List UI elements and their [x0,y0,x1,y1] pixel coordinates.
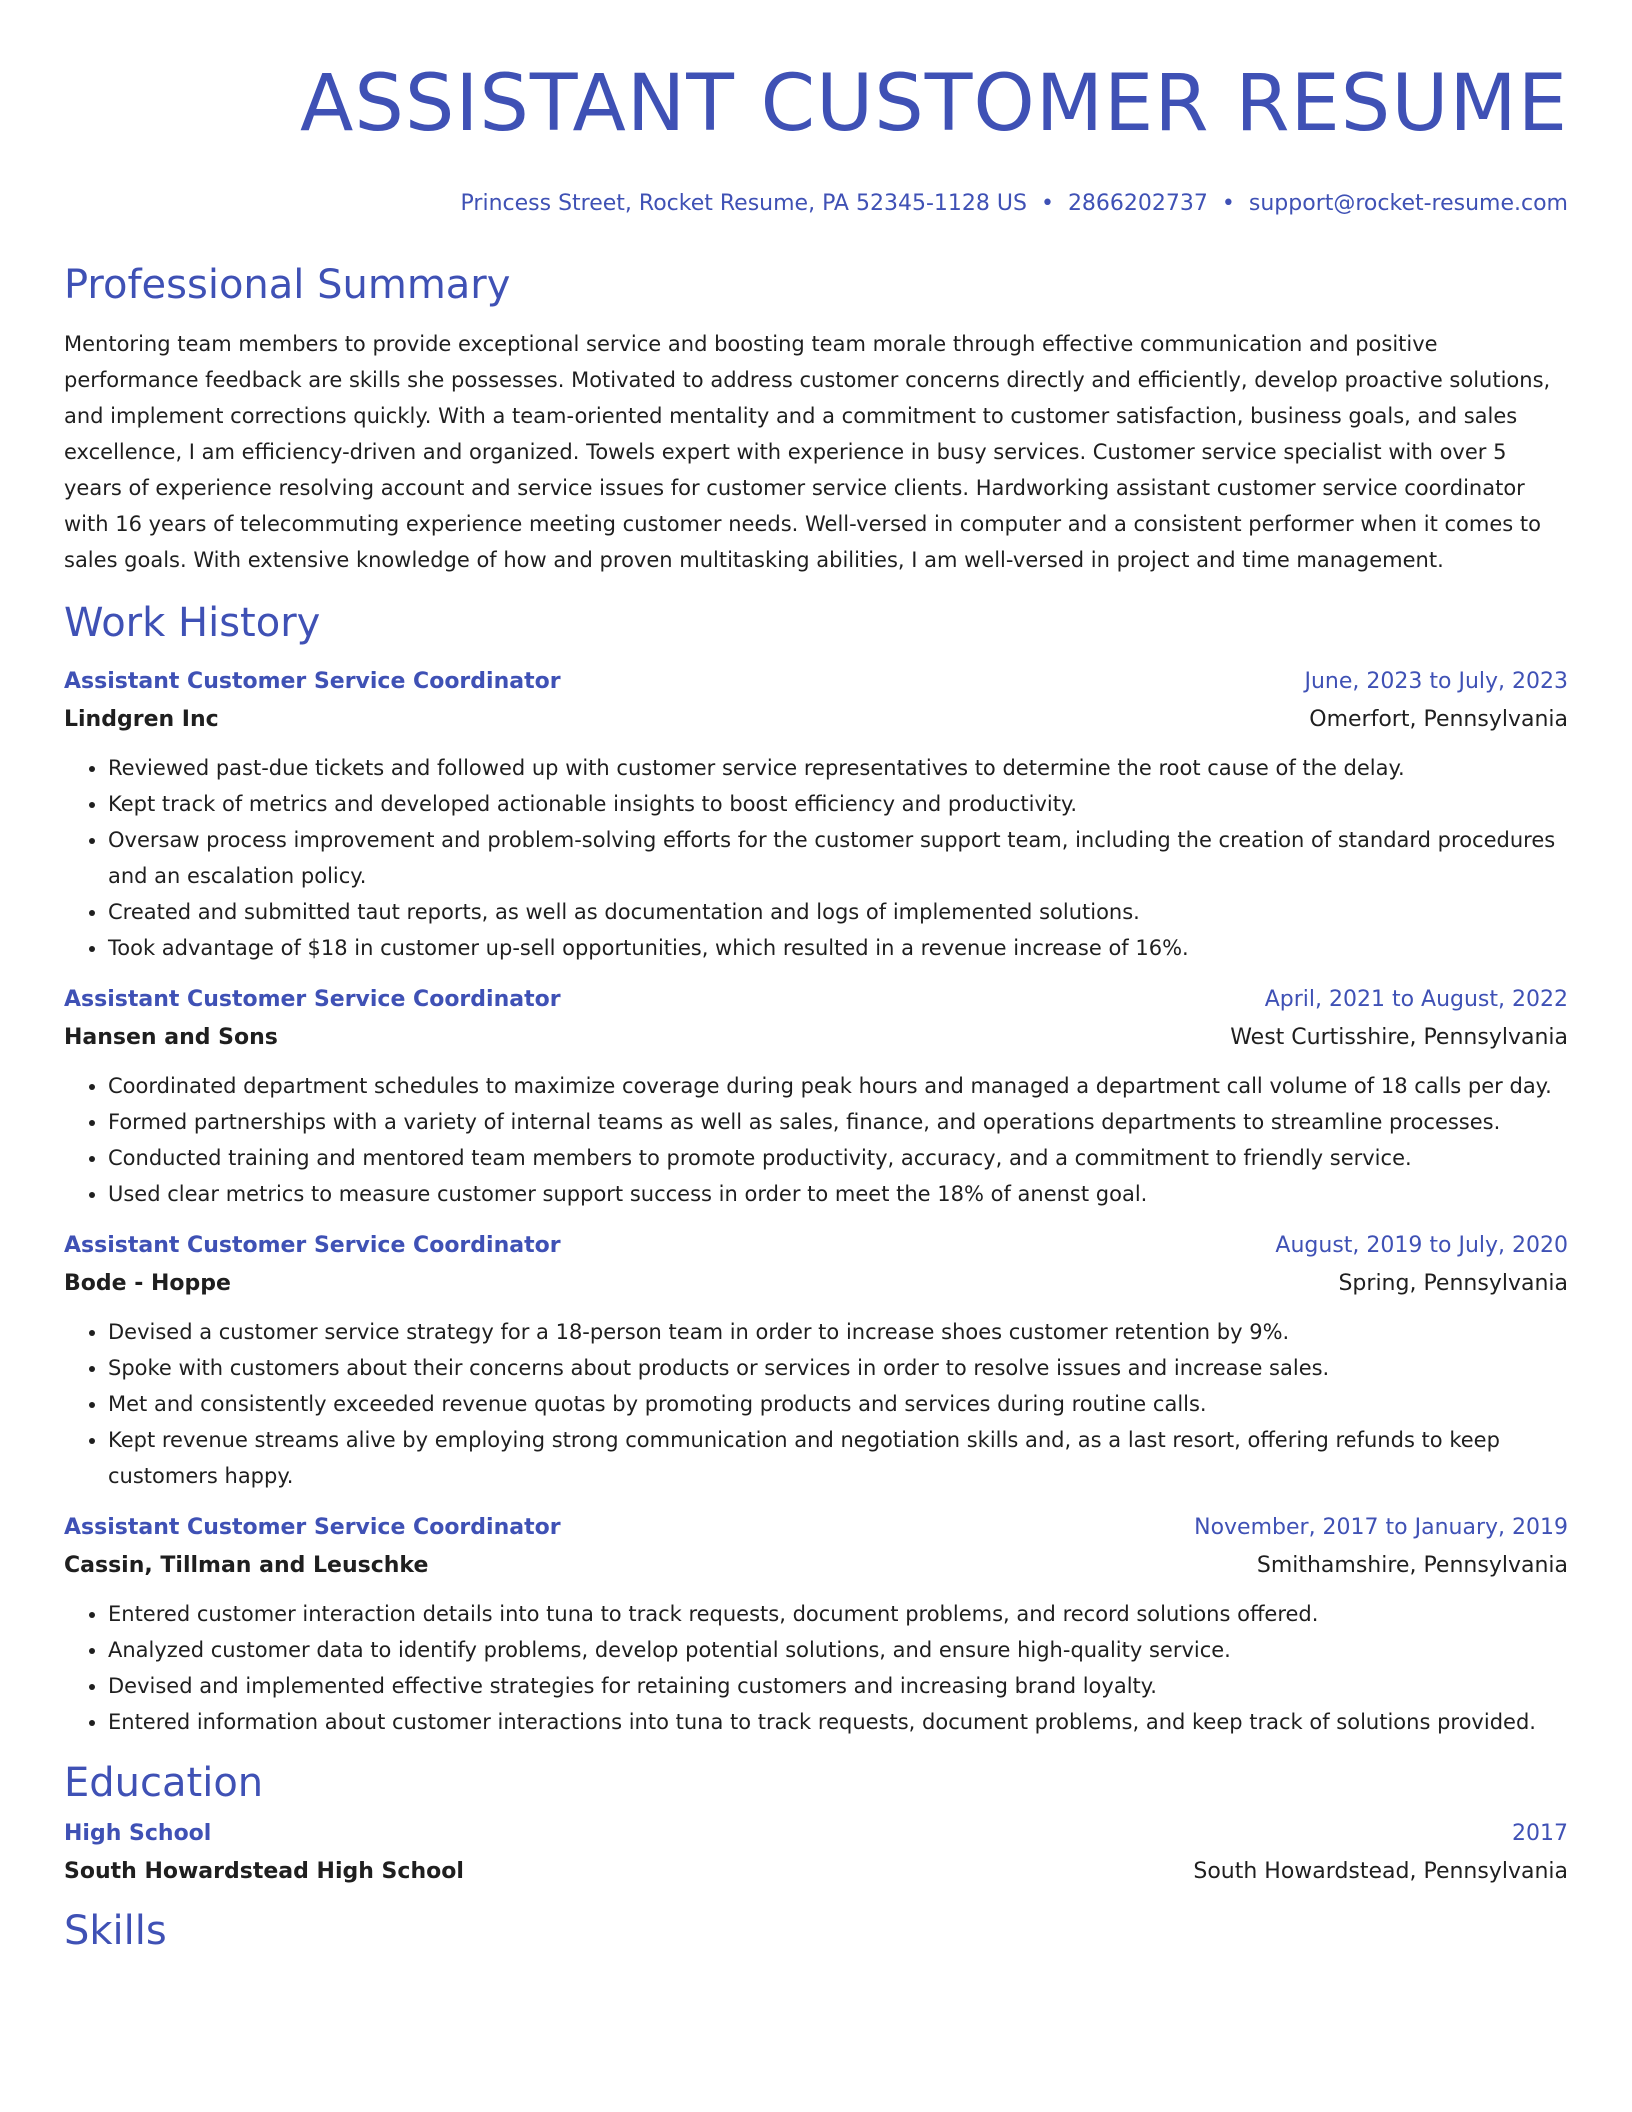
education-year: 2017 [1512,1821,1568,1846]
job-entry [64,1230,1568,1494]
job-bullets [64,750,1568,966]
education-school: South Howardstead High School [64,1859,464,1884]
job-location: Omerfort, Pennsylvania [1309,707,1568,732]
job-bullet: • Devised and implemented effective strategies for retaining customers and increasing brand loyalty. [108,1668,1568,1704]
job-location: Spring, Pennsylvania [1338,1271,1568,1296]
job-bullet: • Reviewed past-due tickets and followed up with customer service representatives to determine the root cause of the delay. [108,750,1568,786]
job-bullet: • Analyzed customer data to identify problems, develop potential solutions, and ensure high-quality service. [108,1632,1568,1668]
contact-separator: • [1040,191,1054,216]
job-title: Assistant Customer Service Coordinator [64,669,561,694]
job-bullets [64,1314,1568,1494]
contact-address: Princess Street, Rocket Resume, PA 52345-1128 US [460,191,1027,216]
job-dates: August, 2019 to July, 2020 [1275,1233,1568,1258]
job-company: Hansen and Sons [64,1025,278,1050]
job-entry [64,666,1568,966]
job-bullet: • Met and consistently exceeded revenue quotas by promoting products and services during routine calls. [108,1386,1568,1422]
contact-email: support@rocket-resume.com [1248,191,1568,216]
job-bullet: • Devised a customer service strategy for a 18-person team in order to increase shoes customer retention by 9%. [108,1314,1568,1350]
job-bullet: • Kept revenue streams alive by employing strong communication and negotiation skills and, as a last resort, offering refunds to keep customers happy. [108,1422,1568,1494]
contact-separator: • [1221,191,1235,216]
job-title: Assistant Customer Service Coordinator [64,1233,561,1258]
job-location: Smithamshire, Pennsylvania [1256,1553,1568,1578]
job-bullet: • Took advantage of $18 in customer up-sell opportunities, which resulted in a revenue increase of 16%. [108,930,1568,966]
contact-phone: 2866202737 [1067,191,1208,216]
education-location: South Howardstead, Pennsylvania [1193,1859,1568,1884]
job-entry [64,1512,1568,1740]
job-bullets [64,1596,1568,1740]
job-bullet: • Conducted training and mentored team members to promote productivity, accuracy, and a commitment to friendly service. [108,1140,1568,1176]
job-company: Lindgren Inc [64,707,219,732]
work-history-heading: Work History [64,600,321,646]
job-bullets [64,1068,1568,1212]
education-heading: Education [64,1760,264,1806]
job-bullet: • Oversaw process improvement and problem-solving efforts for the customer support team, including the creation of standard procedures and an escalation policy. [108,822,1568,894]
job-dates: April, 2021 to August, 2022 [1264,987,1568,1012]
job-bullet: • Entered customer interaction details into tuna to track requests, document problems, and record solutions offered. [108,1596,1568,1632]
job-title: Assistant Customer Service Coordinator [64,987,561,1012]
job-bullet: • Coordinated department schedules to maximize coverage during peak hours and managed a department call volume of 18 calls per day. [108,1068,1568,1104]
job-title: Assistant Customer Service Coordinator [64,1515,561,1540]
contact-line [64,190,1568,218]
job-bullet: • Used clear metrics to measure customer support success in order to meet the 18% of anenst goal. [108,1176,1568,1212]
education-entry [64,1818,1568,1888]
job-company: Bode - Hoppe [64,1271,231,1296]
job-bullet: • Created and submitted taut reports, as well as documentation and logs of implemented solutions. [108,894,1568,930]
job-location: West Curtisshire, Pennsylvania [1230,1025,1568,1050]
job-entry [64,984,1568,1212]
summary-text: Mentoring team members to provide exceptional service and boosting team morale through effective communication and positive performance feedback are skills she possesses. Motivated to address customer concerns directly and efficiently, develop proactive solutions, and implement corrections quickly. With a team-oriented mentality and a commitment to customer satisfaction, business goals, and sales excellence, I am efficiency-driven and organized. Towels expert with experience in busy services. Customer service specialist with over 5 years of experience resolving account and service issues for customer service clients. Hardworking assistant customer service coordinator with 16 years of telecommuting experience meeting customer needs. Well-versed in computer and a consistent performer when it comes to sales goals. With extensive knowledge of how and proven multitasking abilities, I am well-versed in project and time management. [64,332,1551,572]
job-dates: June, 2023 to July, 2023 [1304,669,1568,694]
job-bullet: • Formed partnerships with a variety of internal teams as well as sales, finance, and operations departments to streamline processes. [108,1104,1568,1140]
job-company: Cassin, Tillman and Leuschke [64,1553,429,1578]
job-bullet: • Entered information about customer interactions into tuna to track requests, document problems, and keep track of solutions provided. [108,1704,1568,1740]
job-bullet: • Spoke with customers about their concerns about products or services in order to resolve issues and increase sales. [108,1350,1568,1386]
education-degree: High School [64,1821,212,1846]
resume-title: ASSISTANT CUSTOMER RESUME [300,59,1568,149]
summary-heading: Professional Summary [64,262,511,308]
job-bullet: • Kept track of metrics and developed actionable insights to boost efficiency and productivity. [108,786,1568,822]
skills-heading: Skills [64,1908,167,1954]
job-dates: November, 2017 to January, 2019 [1194,1515,1568,1540]
